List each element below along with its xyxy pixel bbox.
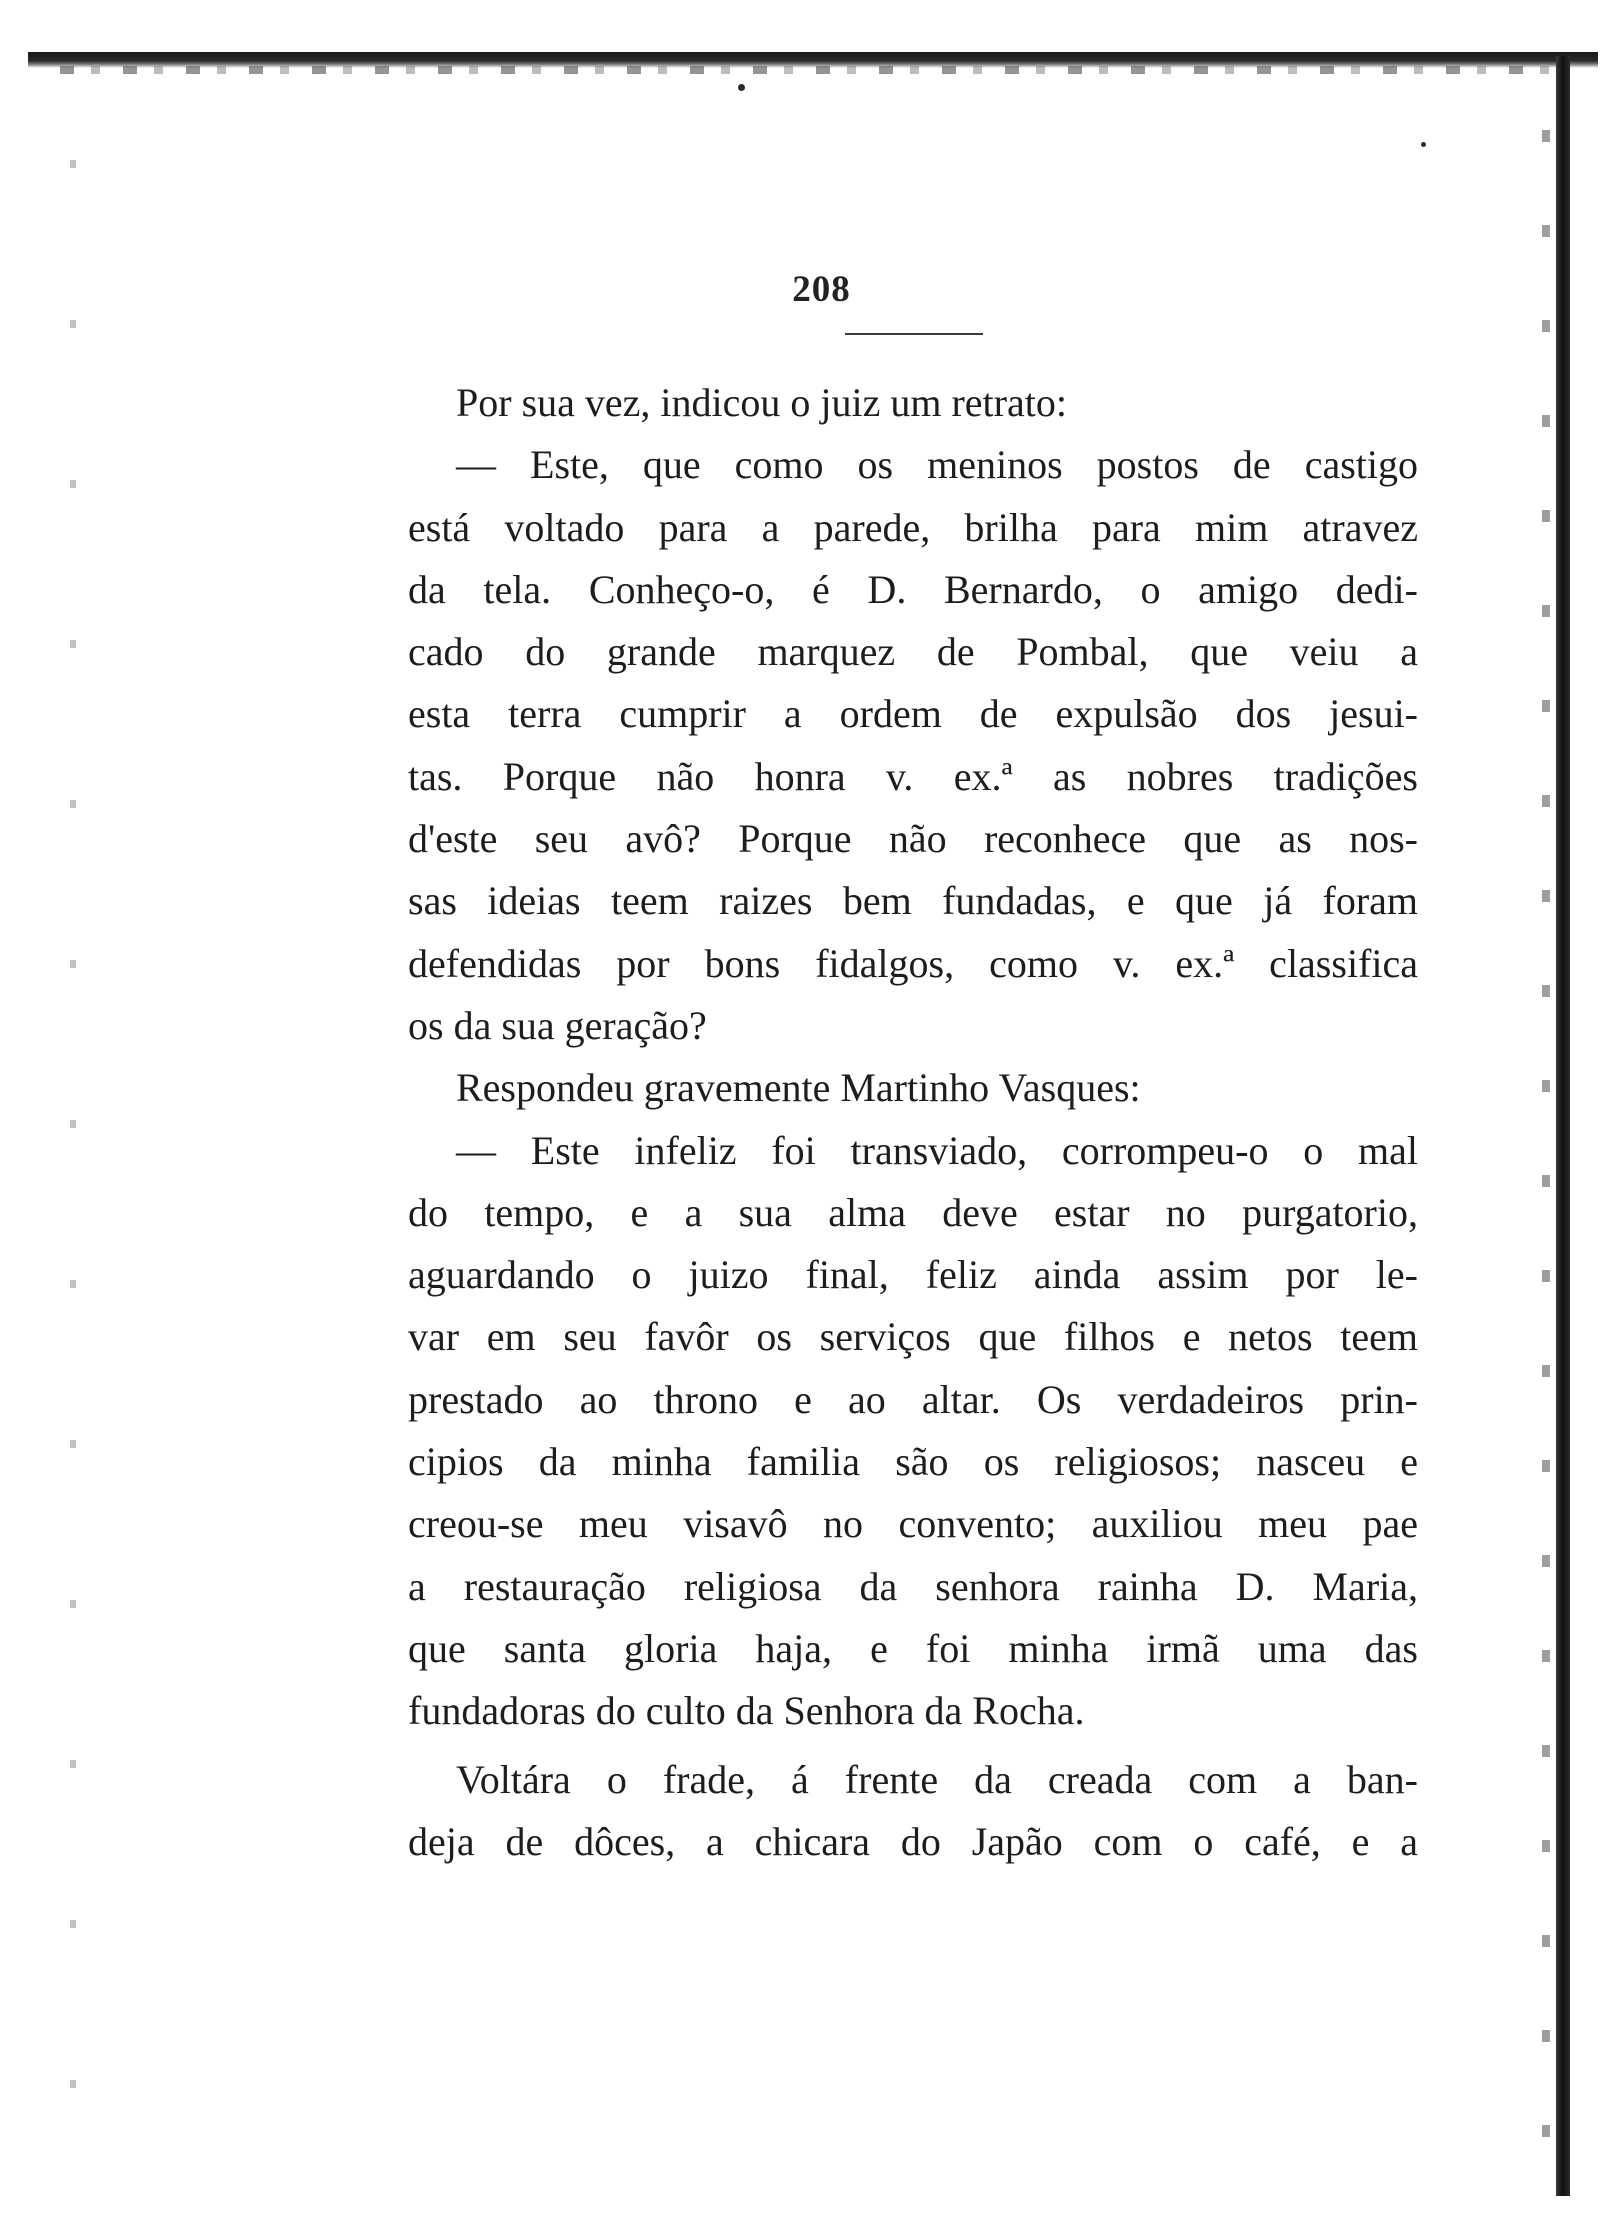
scan-speck [738, 84, 745, 91]
text-line: que santa gloria haja, e foi minha irmã uma das [408, 1625, 1418, 1671]
text-line: tas. Porque não honra v. ex.ª as nobres tradições [408, 753, 1418, 799]
text-line: var em seu favôr os serviços que filhos e netos teem [408, 1314, 1418, 1360]
text-line: Por sua vez, indicou o juiz um retrato: [456, 380, 1067, 425]
text-line: da tela. Conheço-o, é D. Bernardo, o amigo dedi- [408, 566, 1418, 612]
text-line: fundadoras do culto da Senhora da Rocha. [408, 1688, 1085, 1734]
scan-left-specks [70, 90, 76, 2170]
text-line: está voltado para a parede, brilha para mim atravez [408, 504, 1418, 550]
text-line: cipios da minha familia são os religiosos; nasceu e [408, 1439, 1418, 1485]
page-number-rule [845, 333, 983, 335]
text-line: aguardando o juizo final, feliz ainda assim por le- [408, 1252, 1418, 1298]
text-line: d'este seu avô? Porque não reconhece que as nos- [408, 816, 1418, 862]
text-line: a restauração religiosa da senhora rainha D. Maria, [408, 1563, 1418, 1609]
text-line: — Este infeliz foi transviado, corrompeu-o o mal [456, 1127, 1418, 1173]
text-line: Respondeu gravemente Martinho Vasques: [456, 1065, 1141, 1111]
text-line: prestado ao throno e ao altar. Os verdadeiros prin- [408, 1376, 1418, 1422]
scan-right-fringe [1542, 90, 1550, 2180]
scan-right-edge [1556, 56, 1570, 2196]
text-line: creou-se meu visavô no convento; auxiliou meu pae [408, 1501, 1418, 1547]
text-line: cado do grande marquez de Pombal, que veiu a [408, 629, 1418, 675]
text-block [408, 372, 1418, 1873]
text-line: do tempo, e a sua alma deve estar no purgatorio, [408, 1189, 1418, 1235]
text-line: esta terra cumprir a ordem de expulsão dos jesui- [408, 691, 1418, 737]
text-line: os da sua geração? [408, 1002, 707, 1048]
page-number: 208 [792, 269, 851, 310]
text-line: Voltára o frade, á frente da creada com a ban- [456, 1756, 1418, 1802]
text-line: sas ideias teem raizes bem fundadas, e que já foram [408, 878, 1418, 924]
text-line: defendidas por bons fidalgos, como v. ex.ª classifica [408, 940, 1418, 986]
text-line: — Este, que como os meninos postos de castigo [456, 442, 1418, 488]
scan-top-noise [60, 66, 1560, 74]
scan-speck [1421, 142, 1426, 147]
text-line: deja de dôces, a chicara do Japão com o café, e a [408, 1818, 1418, 1864]
